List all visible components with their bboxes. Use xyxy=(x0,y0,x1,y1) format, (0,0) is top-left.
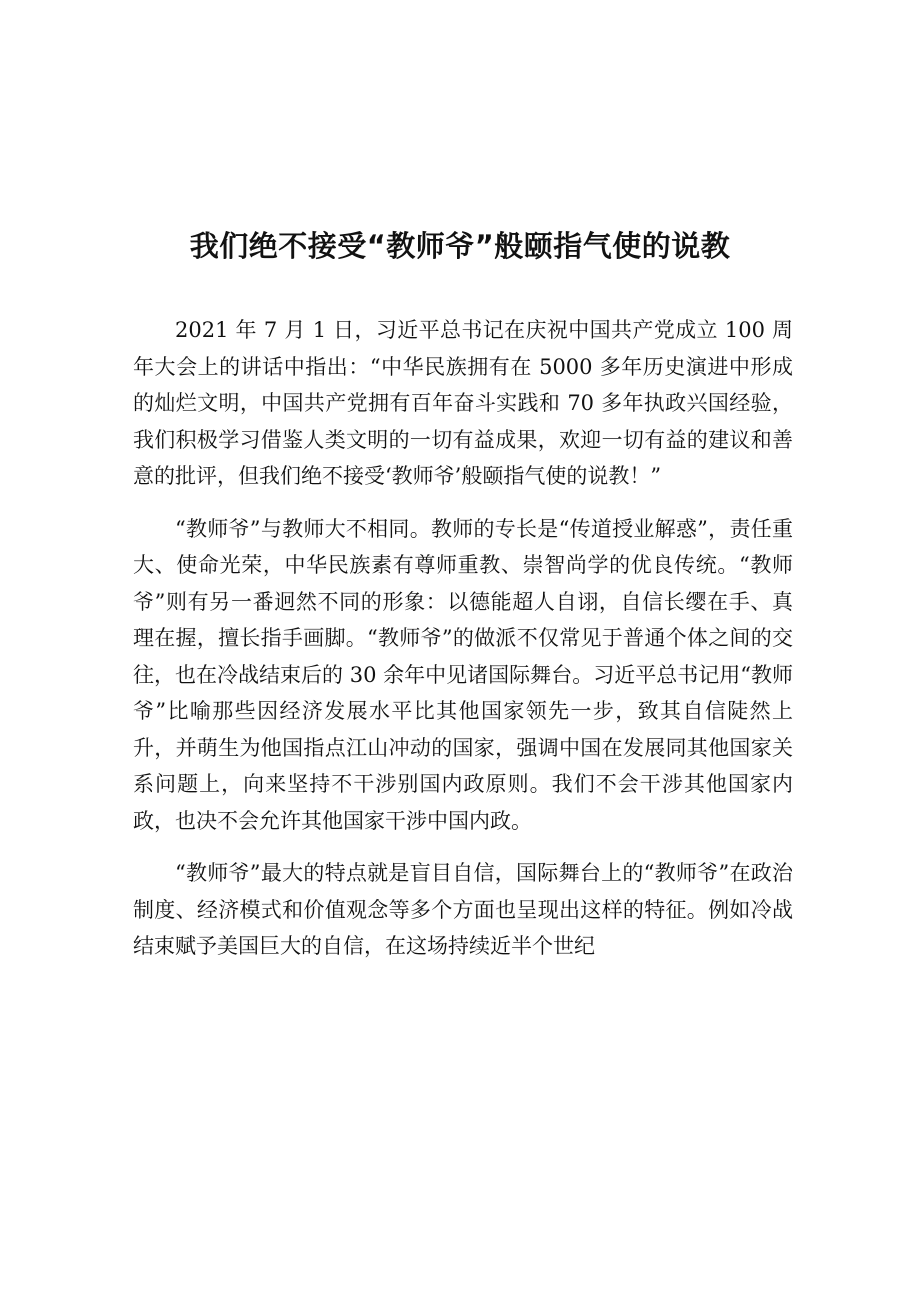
article-body xyxy=(133,312,793,965)
paragraph-1: 2021 年 7 月 1 日，习近平总书记在庆祝中国共产党成立 100 周年大会上的讲话中指出：“中华民族拥有在 5000 多年历史演进中形成的灿烂文明，中国共产党拥有百年奋斗实践和 70 多年执政兴国经验，我们积极学习借鉴人类文明的一切有益成果，欢迎一切有益的建议和善意的批评，但我们绝不接受‘教师爷’般颐指气使的说教！” xyxy=(133,318,793,488)
paragraph-3: “教师爷”最大的特点就是盲目自信，国际舞台上的“教师爷”在政治制度、经济模式和价值观念等多个方面也呈现出这样的特征。例如冷战结束赋予美国巨大的自信，在这场持续近半个世纪 xyxy=(133,861,793,958)
paragraph-2: “教师爷”与教师大不相同。教师的专长是“传道授业解惑”，责任重大、使命光荣，中华民族素有尊师重教、崇智尚学的优良传统。“教师爷”则有另一番迥然不同的形象：以德能超人自诩，自信长缨在手、真理在握，擅长指手画脚。“教师爷”的做派不仅常见于普通个体之间的交往，也在冷战结束后的 30 余年中见诸国际舞台。习近平总书记用“教师爷”比喻那些因经济发展水平比其他国家领先一步，致其自信陡然上升，并萌生为他国指点江山冲动的国家，强调中国在发展同其他国家关系问题上，向来坚持不干涉别国内政原则。我们不会干涉其他国家内政，也决不会允许其他国家干涉中国内政。 xyxy=(133,516,793,833)
article-title: 我们绝不接受“教师爷”般颐指气使的说教 xyxy=(189,229,731,264)
